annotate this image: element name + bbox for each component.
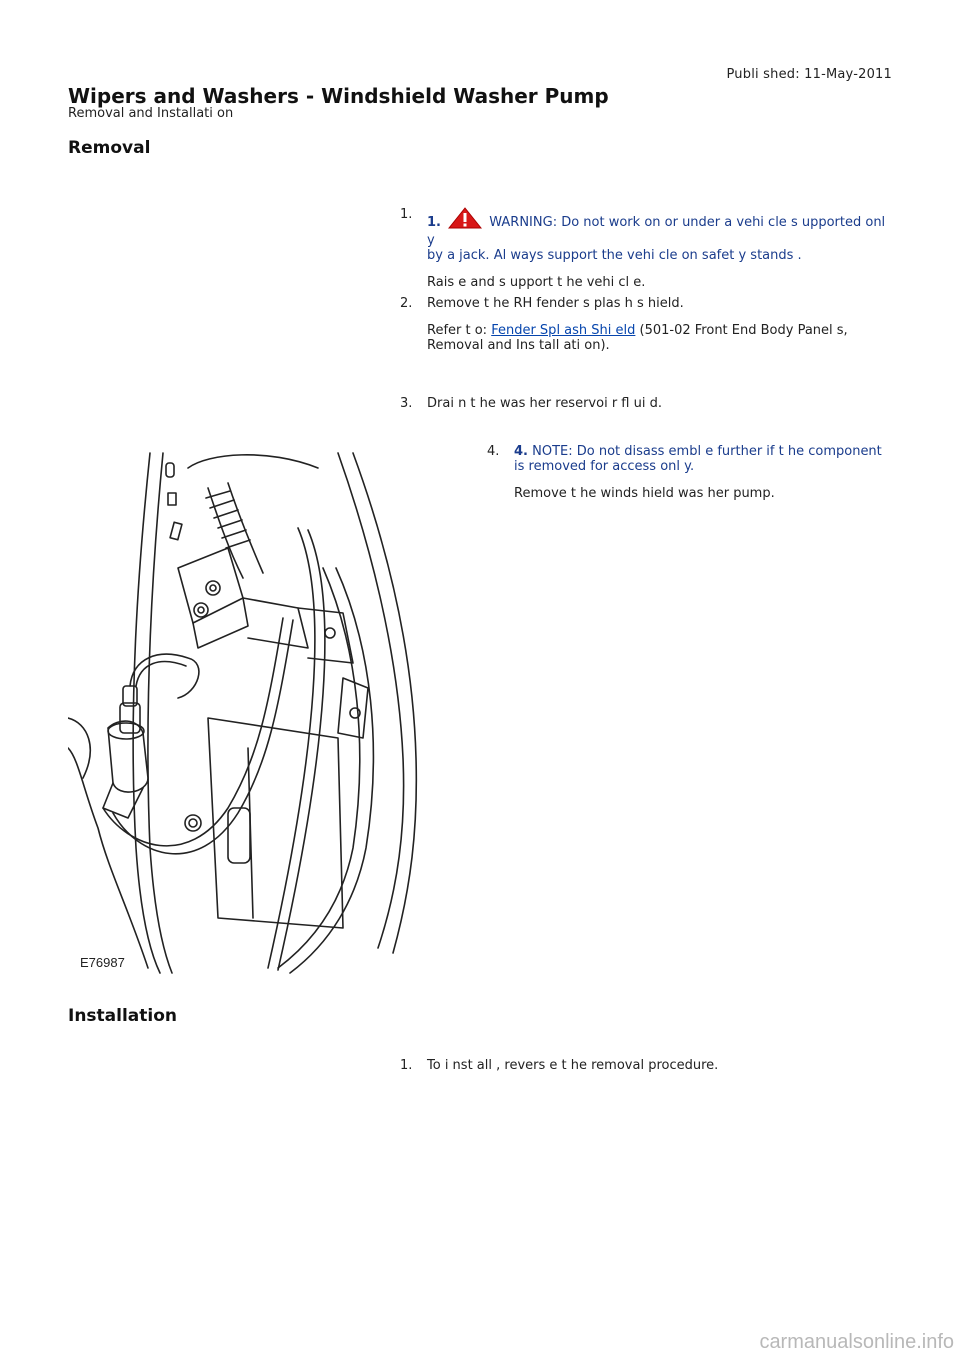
refer-prefix: Refer t o: [427, 323, 492, 338]
step-text: Remove t he winds hield was her pump. [514, 486, 775, 501]
refer-suffix-line-1: (501-02 Front End Body Panel s, [635, 323, 848, 338]
watermark: carmanualsonline.info [759, 1331, 954, 1353]
removal-heading: Removal [68, 138, 151, 158]
step-number: 3. [400, 396, 413, 411]
note-text-line-1: NOTE: Do not disass embl e further if t he component [532, 444, 882, 459]
note-text-line-2: is removed for access onl y. [514, 459, 695, 474]
washer-pump-illustration [68, 448, 420, 975]
page-title: Wipers and Washers - Windshield Washer Pump [68, 84, 609, 108]
published-date: Publi shed: 11-May-2011 [726, 67, 892, 82]
step-bold-number: 4. [514, 444, 528, 459]
step-text: To i nst all , revers e t he removal procedure. [427, 1058, 719, 1073]
fender-splash-shield-link[interactable]: Fender Spl ash Shi eld [491, 323, 636, 338]
step-bold-number: 1. [427, 215, 441, 230]
step-number: 1. [400, 1058, 413, 1073]
step-number: 4. [487, 444, 500, 459]
step-text: Remove t he RH fender s plas h s hield. [427, 296, 684, 311]
page-subtitle: Removal and Installati on [68, 106, 234, 121]
illustration-label: E76987 [80, 955, 125, 970]
refer-suffix-line-2: Removal and Ins tall ati on). [427, 338, 610, 353]
step-number: 2. [400, 296, 413, 311]
warning-text-line-2: by a jack. Al ways support the vehi cle on safet y stands . [427, 248, 802, 263]
installation-heading: Installation [68, 1006, 178, 1026]
warning-text-line-1: WARNING: Do not work on or under a vehi cle s upported onl y [427, 215, 886, 248]
step-text: Drai n t he was her reservoi r fl ui d. [427, 396, 662, 411]
step-number: 1. [400, 207, 413, 222]
step-text: Rais e and s upport t he vehi cl e. [427, 275, 646, 290]
warning-icon [448, 207, 482, 233]
